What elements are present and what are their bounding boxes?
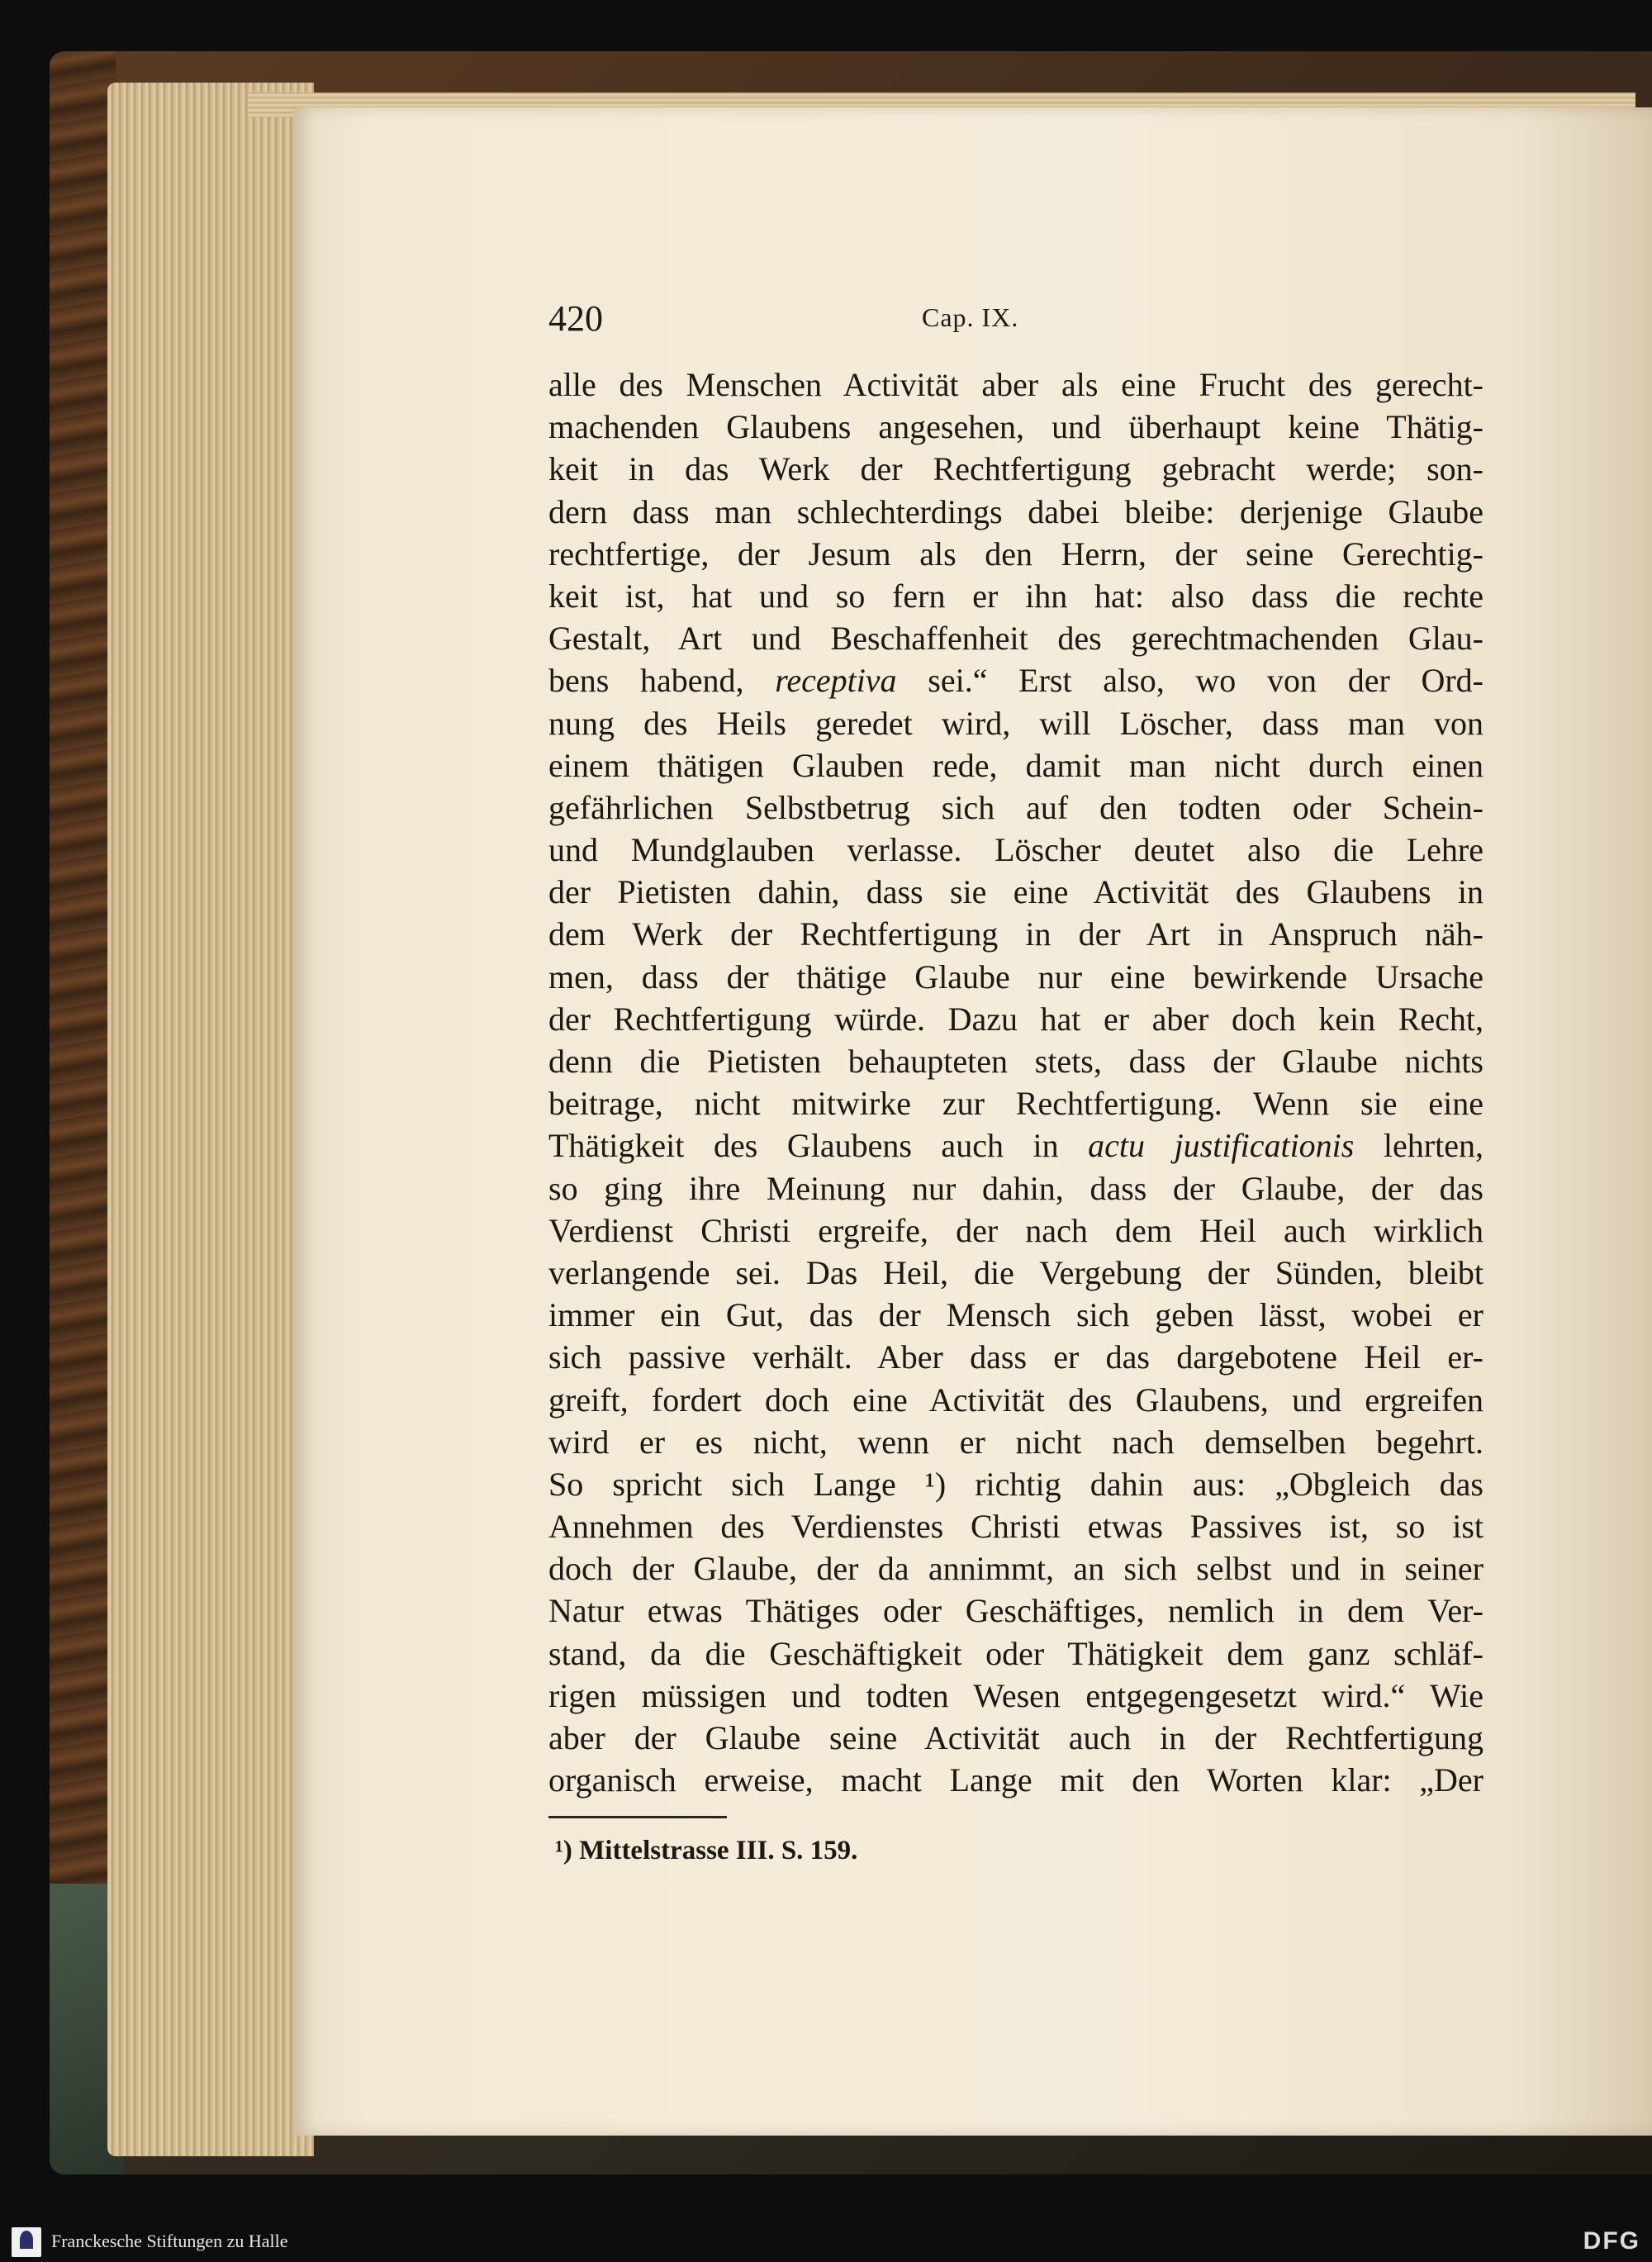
text-segment: denn die Pietisten behaupteten stets, dass der Glaube nichts — [548, 1043, 1483, 1080]
page-header — [548, 297, 1482, 347]
text-segment: rechtfertige, der Jesum als den Herrn, der seine Gerechtig- — [548, 535, 1483, 573]
footnote: ¹) Mittelstrasse III. S. 159. — [555, 1836, 858, 1865]
text-segment: stand, da die Geschäftigkeit oder Thätigkeit dem ganz schläf- — [548, 1634, 1483, 1672]
text-segment: der Pietisten dahin, dass sie eine Activität des Glaubens in — [548, 873, 1483, 911]
text-segment: der Rechtfertigung würde. Dazu hat er aber doch kein Recht, — [548, 1000, 1483, 1038]
text-segment: organisch erweise, macht Lange mit den Worten klar: „Der — [548, 1761, 1483, 1799]
text-line — [548, 1675, 1483, 1717]
text-segment: so ging ihre Meinung nur dahin, dass der Glaube, der das — [548, 1169, 1483, 1207]
text-line — [548, 702, 1483, 744]
text-segment: machenden Glaubens angesehen, und überhaupt keine Thätig- — [548, 408, 1483, 446]
text-line — [548, 491, 1483, 533]
text-segment: sei.“ Erst also, wo von der Ord- — [896, 662, 1483, 700]
text-line — [548, 744, 1483, 786]
text-segment: und Mundglauben verlasse. Löscher deutet also die Lehre — [548, 831, 1483, 869]
body-text — [548, 364, 1483, 1801]
text-segment: keit ist, hat und so fern er ihn hat: also dass die rechte — [548, 577, 1483, 615]
text-line — [548, 617, 1483, 659]
text-line — [548, 913, 1483, 955]
text-segment: alle des Menschen Activität aber als eine Frucht des gerecht- — [548, 366, 1483, 403]
page-stack-fore-edge — [107, 83, 314, 2156]
institution-logo-mark-icon — [20, 2231, 33, 2249]
text-segment: keit in das Werk der Rechtfertigung gebracht werde; son- — [548, 450, 1483, 488]
text-segment: rigen müssigen und todten Wesen entgegengesetzt wird.“ Wie — [548, 1676, 1483, 1714]
text-segment: bens habend, — [548, 662, 776, 700]
text-line — [548, 1124, 1483, 1167]
text-line — [548, 659, 1483, 701]
text-line — [548, 1167, 1483, 1209]
text-line — [548, 1590, 1483, 1632]
text-segment: Gestalt, Art und Beschaffenheit des gerechtmachenden Glau- — [548, 620, 1483, 658]
text-segment: wird er es nicht, wenn er nicht nach demselben begehrt. — [548, 1423, 1483, 1461]
text-segment: doch der Glaube, der da annimmt, an sich selbst und in seiner — [548, 1550, 1483, 1588]
dfg-logo: DFG — [1583, 2227, 1640, 2255]
text-line — [548, 871, 1483, 913]
text-segment: dem Werk der Rechtfertigung in der Art in Anspruch näh- — [548, 915, 1483, 953]
text-segment: sich passive verhält. Aber dass er das dargebotene Heil er- — [548, 1338, 1483, 1376]
text-line — [548, 1632, 1483, 1675]
text-line — [548, 1294, 1483, 1336]
text-segment: nung des Heils geredet wird, will Löscher, dass man von — [548, 704, 1483, 742]
text-line — [548, 575, 1483, 617]
text-line — [548, 1717, 1483, 1759]
text-line — [548, 1209, 1483, 1252]
text-line — [548, 1463, 1483, 1505]
text-segment: Verdienst Christi ergreife, der nach dem Heil auch wirklich — [548, 1211, 1483, 1249]
text-line — [548, 786, 1483, 829]
text-line — [548, 1082, 1483, 1124]
text-segment: dern dass man schlechterdings dabei bleibe: derjenige Glaube — [548, 492, 1483, 530]
text-segment: immer ein Gut, das der Mensch sich geben lässt, wobei er — [548, 1296, 1483, 1334]
text-line — [548, 1336, 1483, 1378]
text-line — [548, 1040, 1483, 1082]
text-segment: men, dass der thätige Glaube nur eine bewirkende Ursache — [548, 958, 1483, 996]
text-line — [548, 998, 1483, 1040]
text-segment: verlangende sei. Das Heil, die Vergebung der Sünden, bleibt — [548, 1253, 1483, 1291]
text-line — [548, 448, 1483, 490]
institution-name: Franckesche Stiftungen zu Halle — [51, 2231, 288, 2251]
running-head: Cap. IX. — [922, 302, 1019, 332]
italic-text-segment: actu justificationis — [1088, 1127, 1355, 1165]
text-segment: gefährlichen Selbstbetrug sich auf den todten oder Schein- — [548, 788, 1483, 826]
text-segment: beitrage, nicht mitwirke zur Rechtfertigung. Wenn sie eine — [548, 1085, 1483, 1123]
text-segment: Thätigkeit des Glaubens auch in — [548, 1127, 1089, 1165]
text-segment: einem thätigen Glauben rede, damit man nicht durch einen — [548, 746, 1483, 784]
text-line — [548, 364, 1483, 406]
page-number: 420 — [548, 298, 603, 339]
text-line — [548, 829, 1483, 871]
text-segment: Natur etwas Thätiges oder Geschäftiges, nemlich in dem Ver- — [548, 1592, 1483, 1630]
text-segment: aber der Glaube seine Activität auch in der Rechtfertigung — [548, 1719, 1483, 1756]
text-segment: So spricht sich Lange ¹) richtig dahin aus: „Obgleich das — [548, 1465, 1483, 1503]
text-line — [548, 1547, 1483, 1590]
italic-text-segment: receptiva — [775, 662, 897, 700]
text-line — [548, 1379, 1483, 1421]
text-line — [548, 533, 1483, 575]
book-cover-marbled-board — [50, 51, 116, 2174]
text-line — [548, 1505, 1483, 1547]
text-segment: greift, fordert doch eine Activität des Glaubens, und ergreifen — [548, 1380, 1483, 1419]
text-line — [548, 1252, 1483, 1294]
text-segment: Annehmen des Verdienstes Christi etwas Passives ist, so ist — [548, 1508, 1483, 1546]
text-line — [548, 406, 1483, 448]
text-line — [548, 1421, 1483, 1463]
text-line — [548, 1759, 1483, 1801]
text-segment: lehrten, — [1354, 1127, 1483, 1165]
footnote-rule — [548, 1816, 727, 1818]
text-line — [548, 956, 1483, 998]
